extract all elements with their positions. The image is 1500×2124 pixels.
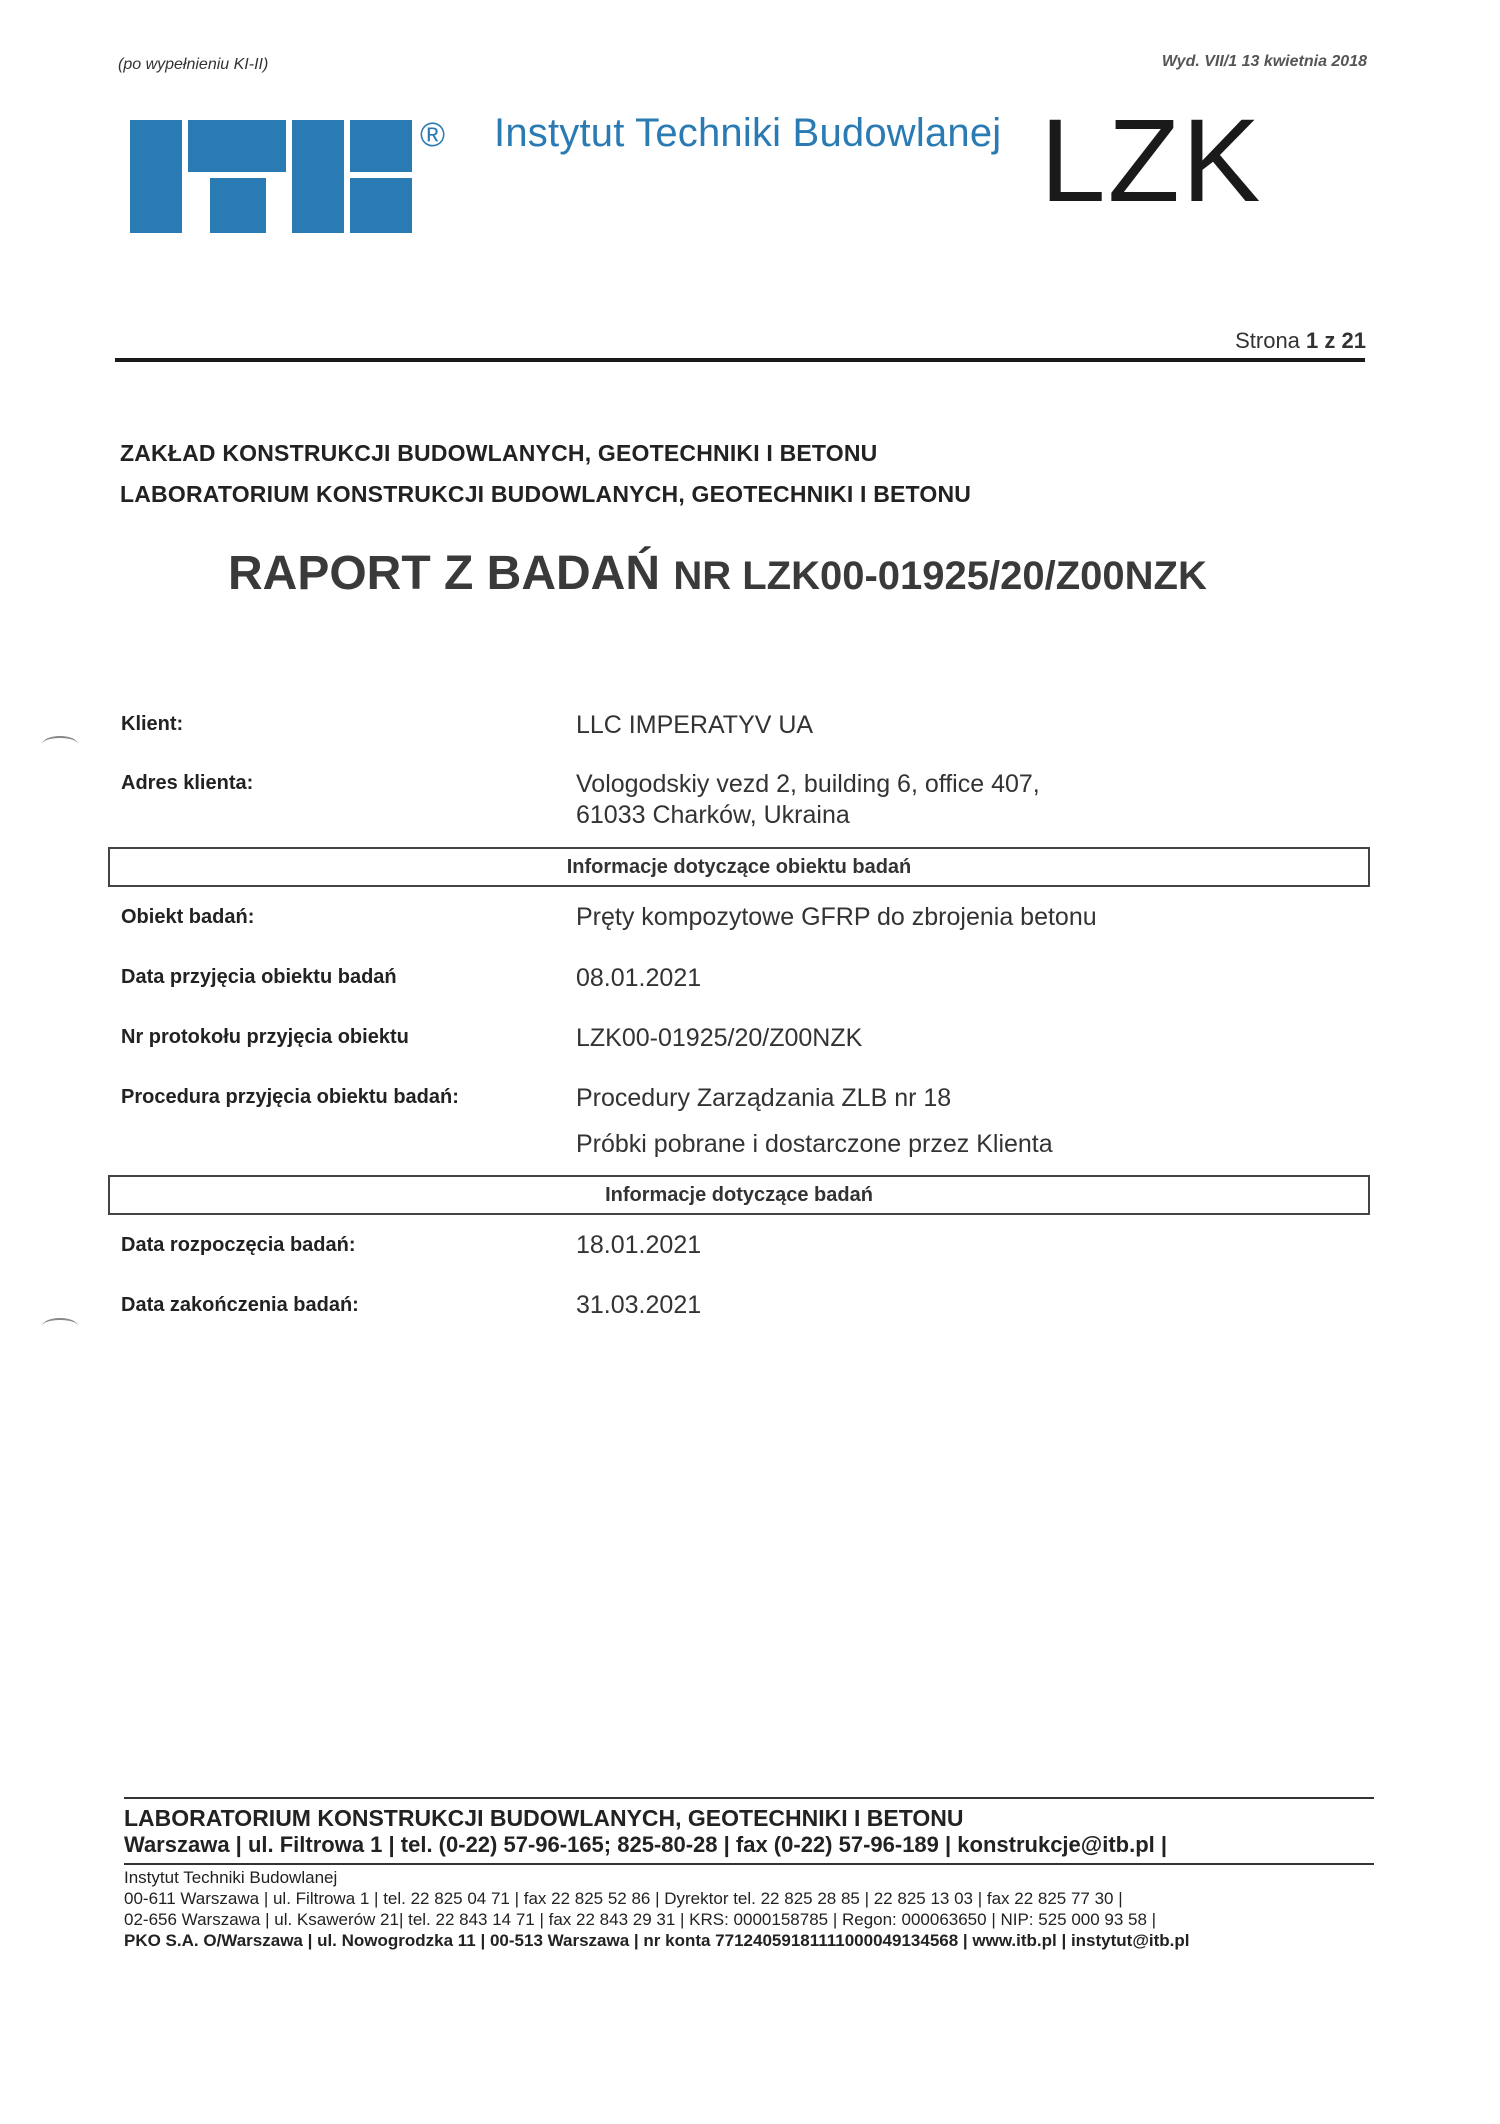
- form-note: (po wypełnieniu KI-II): [118, 56, 269, 73]
- received-date-value: 08.01.2021: [576, 964, 702, 992]
- test-section-heading: Informacje dotyczące badań: [108, 1175, 1370, 1215]
- footer-institute: Instytut Techniki Budowlanej: [124, 1867, 338, 1887]
- footer-address-line2: 02-656 Warszawa | ul. Ksawerów 21| tel. 22 843 14 71 | fax 22 843 29 31 | KRS: 0000158785 | Regon: 000063650 | NIP: 525 000 93 58 |: [124, 1909, 1157, 1929]
- page-number: Strona 1 z 21: [1235, 328, 1366, 353]
- object-section-heading: Informacje dotyczące obiektu badań: [108, 847, 1370, 887]
- itb-logo: [130, 120, 412, 233]
- footer-address-line1: 00-611 Warszawa | ul. Filtrowa 1 | tel. 22 825 04 71 | fax 22 825 52 86 | Dyrektor tel. 22 825 28 85 | 22 825 13 03 | fax 22 825 77 30 |: [124, 1888, 1123, 1908]
- object-value: Pręty kompozytowe GFRP do zbrojenia betonu: [576, 903, 1097, 931]
- footer-lab-name: LABORATORIUM KONSTRUKCJI BUDOWLANYCH, GEOTECHNIKI I BETONU: [124, 1805, 964, 1831]
- report-number: NR LZK00-01925/20/Z00NZK: [673, 554, 1207, 598]
- footer-divider: [124, 1797, 1374, 1799]
- client-value: LLC IMPERATYV UA: [576, 711, 814, 739]
- scan-artifact: [42, 736, 78, 752]
- lab-code: LZK: [1040, 95, 1263, 227]
- client-address-label: Adres klienta:: [121, 772, 254, 794]
- protocol-number-value: LZK00-01925/20/Z00NZK: [576, 1024, 863, 1052]
- received-date-label: Data przyjęcia obiektu badań: [121, 966, 397, 988]
- test-start-label: Data rozpoczęcia badań:: [121, 1234, 356, 1256]
- client-address-line2: 61033 Charków, Ukraina: [576, 801, 850, 829]
- sampling-note: Próbki pobrane i dostarczone przez Klienta: [576, 1130, 1053, 1158]
- registered-mark: ®: [420, 116, 446, 154]
- procedure-label: Procedura przyjęcia obiektu badań:: [121, 1086, 459, 1108]
- protocol-number-label: Nr protokołu przyjęcia obiektu: [121, 1026, 409, 1048]
- footer-lab-contact: Warszawa | ul. Filtrowa 1 | tel. (0-22) 57-96-165; 825-80-28 | fax (0-22) 57-96-189 | konstrukcje@itb.pl |: [124, 1832, 1168, 1857]
- institute-name: Instytut Techniki Budowlanej: [494, 111, 1002, 155]
- report-title: RAPORT Z BADAŃ NR LZK00-01925/20/Z00NZK: [228, 547, 1207, 600]
- test-start-value: 18.01.2021: [576, 1231, 702, 1259]
- footer-divider: [124, 1863, 1374, 1865]
- client-label: Klient:: [121, 713, 184, 735]
- procedure-value: Procedury Zarządzania ZLB nr 18: [576, 1084, 952, 1112]
- laboratory-name: LABORATORIUM KONSTRUKCJI BUDOWLANYCH, GEOTECHNIKI I BETONU: [120, 481, 972, 507]
- department-name: ZAKŁAD KONSTRUKCJI BUDOWLANYCH, GEOTECHNIKI I BETONU: [120, 440, 878, 466]
- object-label: Obiekt badań:: [121, 906, 255, 928]
- footer-bank-line: PKO S.A. O/Warszawa | ul. Nowogrodzka 11 | 00-513 Warszawa | nr konta 77124059181111000049134568 | www.itb.pl | instytut@itb.pl: [124, 1930, 1190, 1950]
- header-divider: [115, 358, 1365, 362]
- client-address-line1: Vologodskiy vezd 2, building 6, office 407,: [576, 770, 1040, 798]
- test-end-value: 31.03.2021: [576, 1291, 702, 1319]
- test-end-label: Data zakończenia badań:: [121, 1294, 359, 1316]
- scan-artifact: [42, 1318, 78, 1334]
- edition-info: Wyd. VII/1 13 kwietnia 2018: [1161, 53, 1367, 70]
- footer: [124, 1797, 1372, 1951]
